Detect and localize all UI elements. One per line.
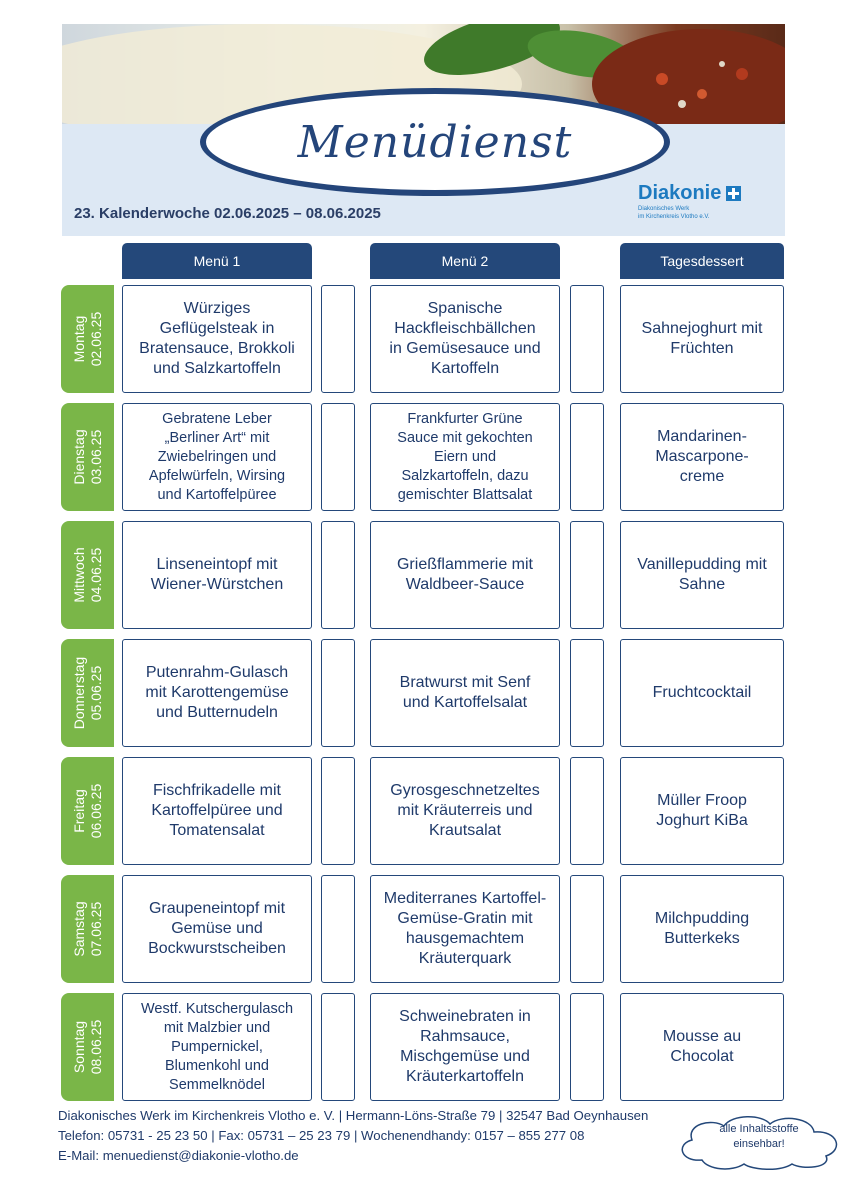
menu2-cell: Grießflammerie mit Waldbeer-Sauce xyxy=(370,521,560,629)
day-label xyxy=(71,901,105,956)
order-checkbox-menu1[interactable] xyxy=(321,521,355,629)
logo-line2: im Kirchenkreis Vlotho e.V. xyxy=(638,214,710,220)
diakonie-logo xyxy=(638,182,778,221)
dessert-cell: Müller Froop Joghurt KiBa xyxy=(620,757,784,865)
day-tab xyxy=(61,993,114,1101)
day-label xyxy=(71,429,105,484)
menu2-cell: Mediterranes Kartoffel- Gemüse-Gratin mit hausgemachtem Kräuterquark xyxy=(370,875,560,983)
menu2-cell: Gyrosgeschnetzeltes mit Kräuterreis und Krautsalat xyxy=(370,757,560,865)
dessert-cell: Mandarinen- Mascarpone- creme xyxy=(620,403,784,511)
menu2-cell: Frankfurter Grüne Sauce mit gekochten Eiern und Salzkartoffeln, dazu gemischter Blattsalat xyxy=(370,403,560,511)
menu1-cell: Putenrahm-Gulasch mit Karottengemüse und Butternudeln xyxy=(122,639,312,747)
order-checkbox-menu1[interactable] xyxy=(321,285,355,393)
menu1-cell: Würziges Geflügelsteak in Bratensauce, Brokkoli und Salzkartoffeln xyxy=(122,285,312,393)
order-checkbox-menu2[interactable] xyxy=(570,521,604,629)
day-name: Montag xyxy=(70,315,87,363)
dessert-cell: Milchpudding Butterkeks xyxy=(620,875,784,983)
logo-name: Diakonie xyxy=(638,182,722,204)
menu2-cell: Bratwurst mit Senf und Kartoffelsalat xyxy=(370,639,560,747)
day-tab xyxy=(61,285,114,393)
order-checkbox-menu2[interactable] xyxy=(570,639,604,747)
order-checkbox-menu1[interactable] xyxy=(321,875,355,983)
order-checkbox-menu1[interactable] xyxy=(321,993,355,1101)
menu1-cell: Gebratene Leber „Berliner Art“ mit Zwiebelringen und Apfelwürfeln, Wirsing und Kartoffelpüree xyxy=(122,403,312,511)
menu1-cell: Fischfrikadelle mit Kartoffelpüree und Tomatensalat xyxy=(122,757,312,865)
menu1-cell: Graupeneintopf mit Gemüse und Bockwurstscheiben xyxy=(122,875,312,983)
day-label xyxy=(71,784,105,839)
day-date: 07.06.25 xyxy=(87,901,104,957)
day-tab xyxy=(61,639,114,747)
order-checkbox-menu2[interactable] xyxy=(570,403,604,511)
day-tab xyxy=(61,521,114,629)
day-label xyxy=(71,657,105,729)
menu2-cell: Schweinebraten in Rahmsauce, Mischgemüse und Kräuterkartoffeln xyxy=(370,993,560,1101)
order-checkbox-menu2[interactable] xyxy=(570,993,604,1101)
footer-address: Diakonisches Werk im Kirchenkreis Vlotho e. V. | Hermann-Löns-Straße 79 | 32547 Bad Oeynhausen xyxy=(58,1108,649,1123)
day-name: Freitag xyxy=(70,789,87,833)
order-checkbox-menu2[interactable] xyxy=(570,285,604,393)
menu2-cell: Spanische Hackfleischbällchen in Gemüsesauce und Kartoffeln xyxy=(370,285,560,393)
day-name: Donnerstag xyxy=(70,656,87,730)
day-date: 05.06.25 xyxy=(87,665,104,721)
day-name: Samstag xyxy=(70,901,87,957)
order-checkbox-menu2[interactable] xyxy=(570,757,604,865)
dessert-cell: Fruchtcocktail xyxy=(620,639,784,747)
day-tab xyxy=(61,757,114,865)
day-date: 06.06.25 xyxy=(87,783,104,839)
header-banner xyxy=(62,24,785,236)
dessert-cell: Vanillepudding mit Sahne xyxy=(620,521,784,629)
logo-line1: Diakonisches Werk xyxy=(638,206,690,212)
order-checkbox-menu2[interactable] xyxy=(570,875,604,983)
menu1-cell: Westf. Kutschergulasch mit Malzbier und Pumpernickel, Blumenkohl und Semmelknödel xyxy=(122,993,312,1101)
page-title: Menüdienst xyxy=(297,116,573,168)
day-name: Dienstag xyxy=(70,429,87,485)
column-header-menu1: Menü 1 xyxy=(122,243,312,279)
column-header-dessert: Tagesdessert xyxy=(620,243,784,279)
day-tab xyxy=(61,403,114,511)
cross-icon xyxy=(726,186,741,201)
day-name: Mittwoch xyxy=(70,547,87,603)
footer-phone: Telefon: 05731 - 25 23 50 | Fax: 05731 – 25 23 79 | Wochenendhandy: 0157 – 855 277 08 xyxy=(58,1128,585,1143)
column-header-menu2: Menü 2 xyxy=(370,243,560,279)
day-date: 03.06.25 xyxy=(87,429,104,485)
menu1-cell: Linseneintopf mit Wiener-Würstchen xyxy=(122,521,312,629)
day-date: 04.06.25 xyxy=(87,547,104,603)
note-line1: alle Inhaltsstoffe xyxy=(719,1123,799,1135)
day-tab xyxy=(61,875,114,983)
dessert-cell: Sahnejoghurt mit Früchten xyxy=(620,285,784,393)
order-checkbox-menu1[interactable] xyxy=(321,639,355,747)
dessert-cell: Mousse au Chocolat xyxy=(620,993,784,1101)
order-checkbox-menu1[interactable] xyxy=(321,757,355,865)
day-date: 02.06.25 xyxy=(87,311,104,367)
title-oval xyxy=(200,88,670,196)
day-label xyxy=(71,1020,105,1075)
allergen-note xyxy=(672,1122,846,1152)
day-label xyxy=(71,312,105,367)
order-checkbox-menu1[interactable] xyxy=(321,403,355,511)
note-line2: einsehbar! xyxy=(733,1138,785,1150)
footer-email: E-Mail: menuedienst@diakonie-vlotho.de xyxy=(58,1148,299,1163)
day-date: 08.06.25 xyxy=(87,1019,104,1075)
day-label xyxy=(71,547,105,602)
footer xyxy=(58,1106,648,1166)
week-label: 23. Kalenderwoche 02.06.2025 – 08.06.2025 xyxy=(74,205,381,222)
day-name: Sonntag xyxy=(70,1020,87,1074)
